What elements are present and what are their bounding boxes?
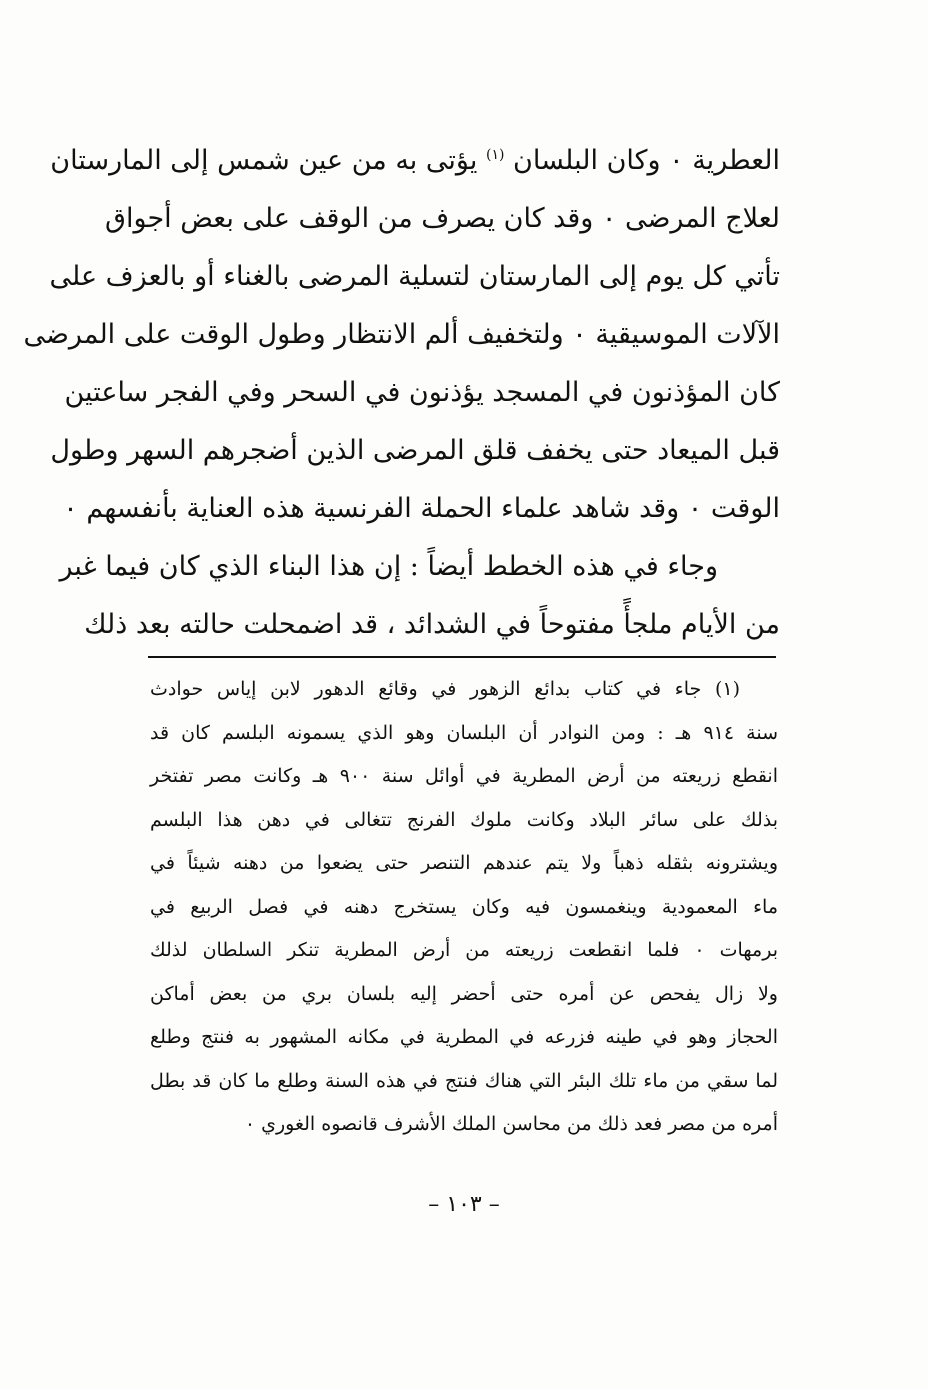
main-text-block	[23, 132, 780, 654]
main-line: وجاء في هذه الخطط أيضاً : إن هذا البناء الذي كان فيما غبر	[59, 551, 718, 582]
footnote-line: لما سقي من ماء تلك البئر التي هناك فنتج في هذه السنة وطلع ما كان قد بطل	[150, 1069, 778, 1092]
footnote-line: ولا زال يفحص عن أمره حتى أحضر إليه بلسان بري من بعض أماكن	[150, 982, 778, 1005]
main-line-text: العطرية ٠ وكان البلسان	[513, 145, 780, 176]
main-line: تأتي كل يوم إلى المارستان لتسلية المرضى بالغناء أو بالعزف على	[49, 261, 780, 292]
main-line-text: يؤتى به من عين شمس إلى المارستان	[50, 145, 478, 176]
main-line: الوقت ٠ وقد شاهد علماء الحملة الفرنسية هذه العناية بأنفسهم ٠	[63, 493, 780, 524]
footnote-line: أمره من مصر فعد ذلك من محاسن الملك الأشرف قانصوه الغوري ٠	[244, 1113, 778, 1135]
main-line: لعلاج المرضى ٠ وقد كان يصرف من الوقف على بعض أجواق	[105, 203, 780, 234]
footnote-line: ماء المعمودية وينغمسون فيه وكان يستخرج دهنه في فصل الربيع في	[150, 895, 778, 918]
main-line	[50, 132, 780, 190]
footnote-line: برمهات ٠ فلما انقطعت زريعته من أرض المطرية تنكر السلطان لذلك	[150, 939, 778, 961]
footnote-line: انقطع زريعته من أرض المطرية في أوائل سنة ٩٠٠ هـ وكانت مصر تفتخر	[150, 765, 778, 787]
footnote-block	[150, 668, 778, 1147]
footnote-line: الحجاز وهو في طينه فزرعه في المطرية في مكانه المشهور به فنتج وطلع	[150, 1026, 778, 1048]
footnote-line: (١) جاء في كتاب بدائع الزهور في وقائع الدهور لابن إياس حوادث	[150, 678, 740, 700]
main-line: كان المؤذنون في المسجد يؤذنون في السحر وفي الفجر ساعتين	[64, 377, 780, 408]
main-line: قبل الميعاد حتى يخفف قلق المرضى الذين أضجرهم السهر وطول	[50, 435, 780, 466]
footnote-line: بذلك على سائر البلاد وكانت ملوك الفرنج تتغالى في دهن هذا البلسم	[150, 808, 778, 831]
footnote-line: ويشترونه بثقله ذهباً ولا يتم عندهم التنصر حتى يضعوا من دهنه شيئاً في	[150, 852, 778, 874]
main-line: الآلات الموسيقية ٠ ولتخفيف ألم الانتظار وطول الوقت على المرضى	[23, 319, 780, 350]
page-number: – ١٠٣ –	[428, 1192, 500, 1217]
main-line: من الأيام ملجأً مفتوحاً في الشدائد ، قد اضمحلت حالته بعد ذلك	[84, 609, 780, 640]
footnote-line: سنة ٩١٤ هـ : ومن النوادر أن البلسان وهو الذي يسمونه البلسم كان قد	[150, 721, 778, 744]
footnote-reference: (١)	[485, 147, 505, 163]
footnote-divider	[148, 656, 776, 658]
